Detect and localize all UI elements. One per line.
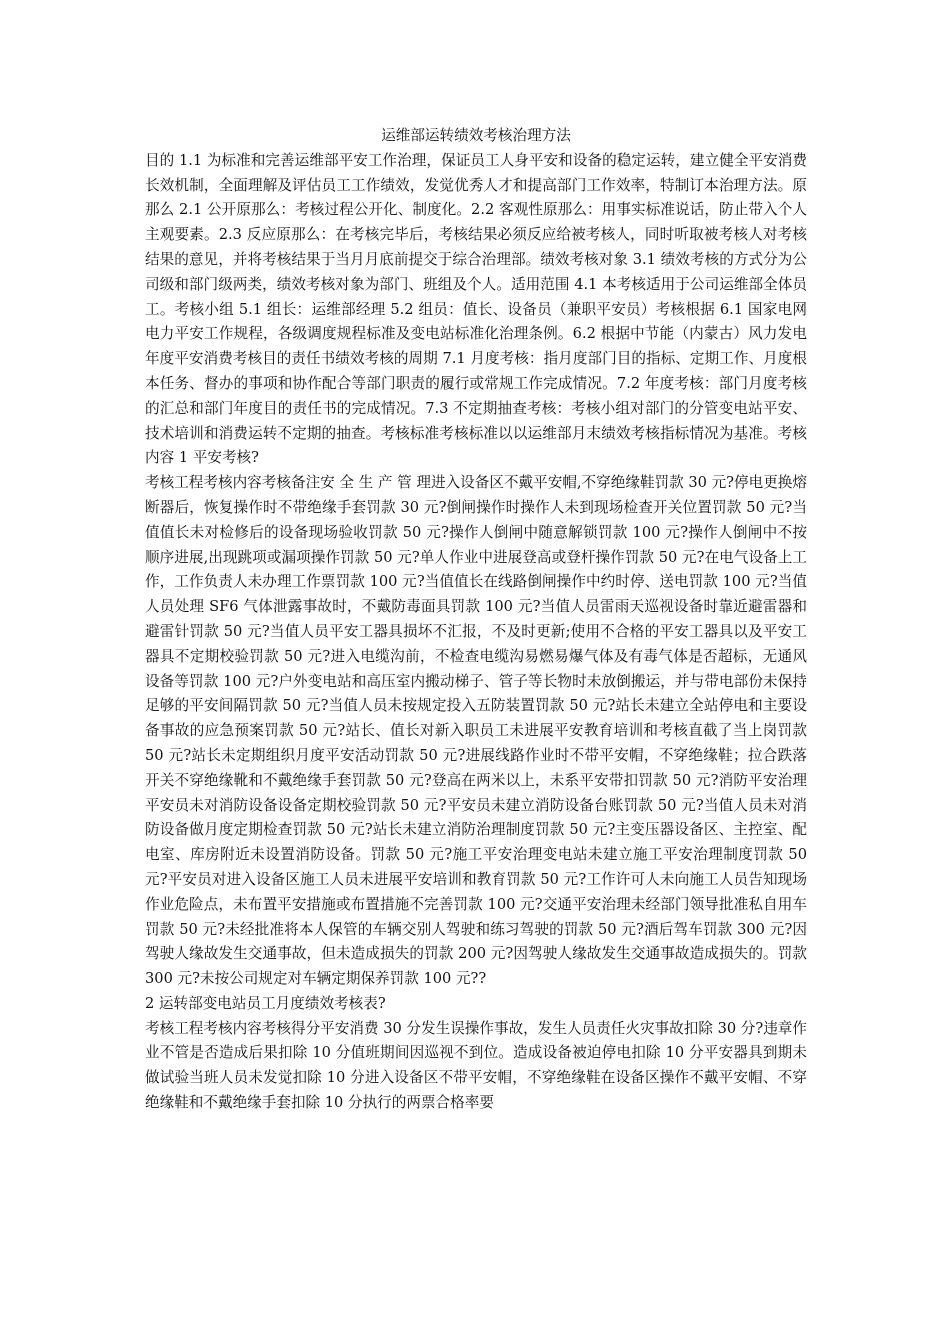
body-paragraph-purpose: 目的 1.1 为标准和完善运维部平安工作治理，保证员工人身平安和设备的稳定运转，建立健全平安消费长效机制，全面理解及评估员工工作绩效，发觉优秀人才和提高部门工作效率，特制订本治理方法。原那么 2.1 公开原那么：考核过程公开化、制度化。2.2 客观性原那么：用事实标准说话，防止带入个人主观要素。2.3 反应原那么：在考核完毕后，考核结果必须反应给被考核人，同时听取被考核人对考核结果的意见，并将考核结果于当月月底前提交于综合治理部。绩效考核对象 3.1 绩效考核的方式分为公司级和部门级两类，绩效考核对象为部门、班组及个人。适用范围 4.1 本考核适用于公司运维部全体员工。考核小组 5.1 组长：运维部经理 5.2 组员：值长、设备员（兼职平安员）考核根据 6.1 国家电网电力平安工作规程，各级调度规程标准及变电站标准化治理条例。6.2 根据中节能（内蒙古）风力发电年度平安消费考核目的责任书绩效考核的周期 7.1 月度考核：指月度部门目的指标、定期工作、月度根本任务、督办的事项和协作配合等部门职责的履行或常规工作完成情况。7.2 年度考核：部门月度考核的汇总和部门年度目的责任书的完成情况。7.3 不定期抽查考核：考核小组对部门的分管变电站平安、技术培训和消费运转不定期的抽查。考核标准考核标准以以运维部月末绩效考核指标情况为基准。考核内容 1 平安考核? <box>145 151 807 467</box>
document-title: 运维部运转绩效考核治理方法 <box>381 127 571 144</box>
section-heading-monthly-table: 2 运转部变电站员工月度绩效考核表? <box>145 994 386 1012</box>
body-paragraph-safety-penalties: 考核工程考核内容考核备注安 全 生 产 管 理进入设备区不戴平安帽,不穿绝缘鞋罚款 30 元?停电更换熔断器后，恢复操作时不带绝缘手套罚款 30 元?倒闸操作时操作人未到现场检查开关位置罚款 50 元?当值值长未对检修后的设备现场验收罚款 50 元?操作人倒闸中随意解锁罚款 100 元?操作人倒闸中不按顺序进展,出现跳项或漏项操作罚款 50 元?单人作业中进展登高或登杆操作罚款 50 元?在电气设备上工作，工作负责人未办理工作票罚款 100 元?当值值长在线路倒闸操作中约时停、送电罚款 100 元?当值人员处理 SF6 气体泄露事故时，不戴防毒面具罚款 100 元?当值人员雷雨天巡视设备时靠近避雷器和避雷针罚款 50 元?当值人员平安工器具损坏不汇报，不及时更新;使用不合格的平安工器具以及平安工器具不定期校验罚款 50 元?进入电缆沟前，不检查电缆沟易燃易爆气体及有毒气体是否超标，无通风设备等罚款 100 元?户外变电站和高压室内搬动梯子、管子等长物时未放倒搬运，并与带电部份未保持足够的平安间隔罚款 50 元?当值人员未按规定投入五防装置罚款 50 元?站长未建立全站停电和主要设备事故的应急预案罚款 50 元?站长、值长对新入职员工未进展平安教育培训和考核直截了当上岗罚款 50 元?站长未定期组织月度平安活动罚款 50 元?进展线路作业时不带平安帽，不穿绝缘鞋；拉合跌落开关不穿绝缘靴和不戴绝缘手套罚款 50 元?登高在两米以上，未系平安带扣罚款 50 元?消防平安治理平安员未对消防设备设备定期校验罚款 50 元?平安员未建立消防设备台账罚款 50 元?当值人员未对消防设备做月度定期检查罚款 50 元?站长未建立消防治理制度罚款 50 元?主变压器设备区、主控室、配电室、库房附近未设置消防设备。罚款 50 元?施工平安治理变电站未建立施工平安治理制度罚款 50 元?平安员对进入设备区施工人员未进展平安培训和教育罚款 50 元?工作许可人未向施工人员告知现场作业危险点，未布置平安措施或布置措施不完善罚款 100 元?交通平安治理未经部门领导批准私自用车罚款 50 元?未经批准将本人保管的车辆交别人驾驶和练习驾驶的罚款 50 元?酒后驾车罚款 300 元?因驾驶人缘故发生交通事故，但未造成损失的罚款 200 元?因驾驶人缘故发生交通事故造成损失的。罚款 300 元?未按公司规定对车辆定期保养罚款 100 元?? <box>145 474 807 988</box>
document-page <box>145 124 807 1116</box>
body-paragraph-monthly-scoring: 考核工程考核内容考核得分平安消费 30 分发生误操作事故，发生人员责任火灾事故扣除 30 分?违章作业不管是否造成后果扣除 10 分值班期间因巡视不到位。造成设备被迫停电扣除 10 分平安器具到期未做试验当班人员未发觉扣除 10 分进入设备区不带平安帽，不穿绝缘鞋在设备区操作不戴平安帽、不穿绝缘鞋和不戴绝缘手套扣除 10 分执行的两票合格率要 <box>145 1019 807 1112</box>
